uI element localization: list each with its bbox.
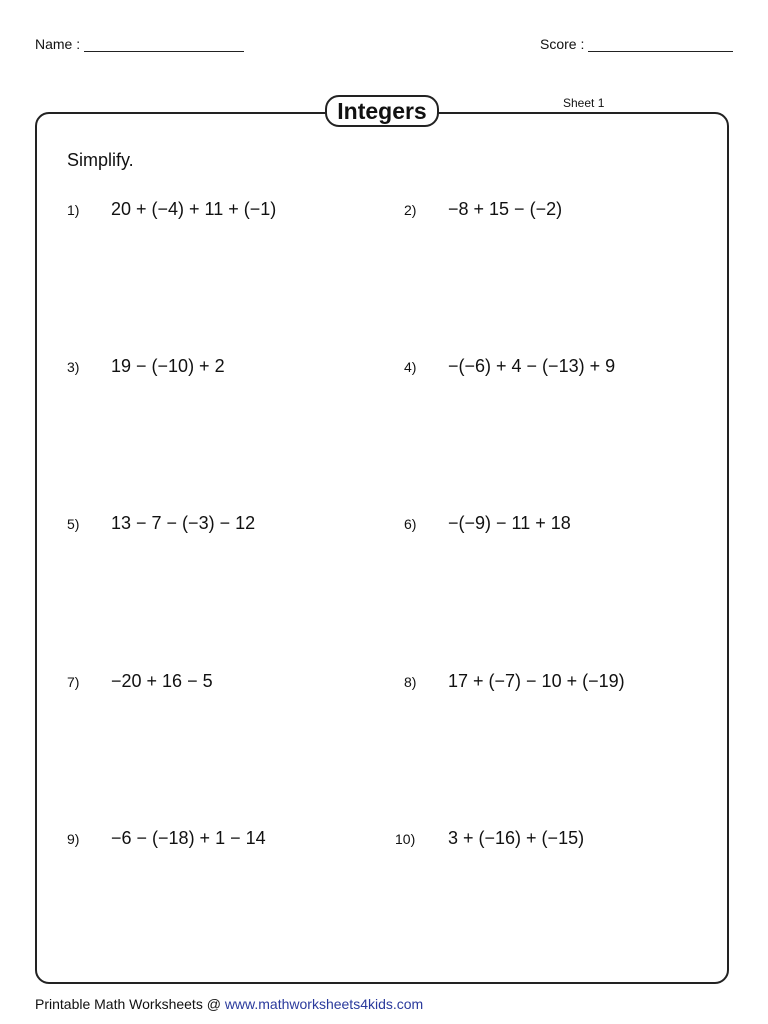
problem-expression: −8 + 15 − (−2) (448, 199, 563, 219)
name-input-line[interactable] (84, 35, 244, 52)
problem-expression: 19 − (−10) + 2 (111, 356, 225, 376)
problem-10 (395, 828, 584, 849)
name-field (35, 35, 244, 52)
worksheet-title: Integers (325, 95, 439, 127)
problem-number: 9) (67, 831, 80, 847)
problem-expression: 3 + (−16) + (−15) (448, 828, 585, 848)
footer (35, 996, 423, 1012)
footer-link[interactable]: www.mathworksheets4kids.com (224, 996, 424, 1012)
problem-3 (67, 356, 225, 377)
problem-8 (404, 671, 625, 692)
problem-number: 4) (404, 359, 417, 375)
problem-number: 6) (404, 516, 417, 532)
problem-expression: 13 − 7 − (−3) − 12 (111, 513, 256, 533)
problem-6 (404, 513, 571, 534)
problem-expression: 17 + (−7) − 10 + (−19) (448, 671, 625, 691)
problem-1 (67, 199, 276, 220)
problem-2 (404, 199, 562, 220)
score-label: Score : (540, 36, 585, 52)
instruction-text: Simplify. (67, 150, 134, 170)
sheet-label: Sheet 1 (563, 96, 605, 110)
problem-number: 5) (67, 516, 80, 532)
problem-expression: −20 + 16 − 5 (111, 671, 213, 691)
footer-text: Printable Math Worksheets @ (35, 996, 225, 1012)
name-label: Name : (35, 36, 81, 52)
problem-expression: −(−6) + 4 − (−13) + 9 (448, 356, 616, 376)
problem-7 (67, 671, 213, 692)
score-field (540, 35, 733, 52)
problem-9 (67, 828, 266, 849)
problem-number: 8) (404, 674, 417, 690)
problem-expression: −(−9) − 11 + 18 (448, 513, 571, 533)
worksheet-frame (35, 112, 729, 984)
problem-number: 1) (67, 202, 80, 218)
problem-number: 10) (395, 831, 416, 847)
score-input-line[interactable] (588, 35, 733, 52)
problem-number: 7) (67, 674, 80, 690)
problem-4 (404, 356, 615, 377)
problem-expression: 20 + (−4) + 11 + (−1) (111, 199, 277, 219)
problem-number: 2) (404, 202, 417, 218)
problem-5 (67, 513, 255, 534)
problem-number: 3) (67, 359, 80, 375)
problem-expression: −6 − (−18) + 1 − 14 (111, 828, 266, 848)
